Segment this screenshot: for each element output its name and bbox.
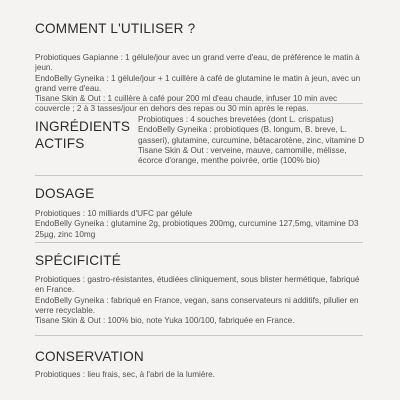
section-conservation bbox=[35, 349, 363, 380]
section-dosage bbox=[35, 186, 363, 240]
section-title-ingredients: INGRÉDIENTS ACTIFS bbox=[35, 119, 131, 151]
section-title-dosage: DOSAGE bbox=[35, 186, 95, 201]
section-body-specificity bbox=[35, 275, 363, 326]
specificity-line-probiotiques: Probiotiques : gastro-résistantes, étudiées cliniquement, sous blister hermétique, fabriqué en France. bbox=[35, 275, 360, 295]
usage-line-endobelly: EndoBelly Gyneika : 1 gélule/jour + 1 cuillère à café de glutamine le matin à jeun, avec un grand verre d'eau. bbox=[35, 73, 361, 93]
dosage-line-endobelly: EndoBelly Gyneika : glutamine 2g, probiotiques 200mg, curcumine 127,5mg, vitamine D3 25µg, zinc 10mg bbox=[35, 219, 359, 239]
product-info-page bbox=[35, 0, 363, 400]
usage-line-probiotiques: Probiotiques Gapianne : 1 gélule/jour avec un grand verre d'eau, de préférence le matin à jeun. bbox=[35, 53, 360, 73]
section-body-usage bbox=[35, 53, 363, 115]
conservation-line-probiotiques: Probiotiques : lieu frais, sec, à l'abri de la lumière. bbox=[35, 370, 215, 379]
usage-line-tisane: Tisane Skin & Out : 1 cuillère à café pour 200 ml d'eau chaude, infuser 10 min avec couvercle ; 2 à 3 tasses/jour en dehors des repas ou 30 min après le repas. bbox=[35, 94, 338, 114]
section-body-conservation bbox=[35, 370, 363, 380]
ingredients-line-probiotiques: Probiotiques : 4 souches brevetées (dont L. crispatus) bbox=[138, 115, 334, 124]
specificity-line-tisane: Tisane Skin & Out : 100% bio, note Yuka 100/100, fabriquée en France. bbox=[35, 316, 295, 326]
divider bbox=[35, 103, 363, 104]
divider bbox=[35, 242, 363, 243]
divider bbox=[35, 335, 363, 336]
section-specificity bbox=[35, 253, 363, 326]
section-usage bbox=[35, 21, 363, 115]
dosage-line-probiotiques: Probiotiques : 10 milliards d'UFC par gélule bbox=[35, 209, 193, 218]
section-body-dosage bbox=[35, 209, 363, 240]
divider bbox=[35, 175, 363, 176]
section-ingredients bbox=[35, 115, 365, 166]
section-body-ingredients bbox=[138, 115, 366, 166]
ingredients-line-endobelly: EndoBelly Gyneika : probiotiques (B. longum, B. breve, L. gasseri), glutamine, curcumine, bêtacarotène, zinc, vitamine D bbox=[138, 125, 365, 145]
section-title-conservation: CONSERVATION bbox=[35, 349, 144, 364]
specificity-line-endobelly: EndoBelly Gyneika : fabriqué en France, vegan, sans conservateurs ni additifs, pilulier en verre recyclable. bbox=[35, 295, 359, 315]
section-title-usage: COMMENT L'UTILISER ? bbox=[35, 21, 196, 36]
ingredients-line-tisane: Tisane Skin & Out : verveine, mauve, camomille, mélisse, écorce d'orange, menthe poivrée, ortie (100% bio) bbox=[138, 145, 347, 166]
section-title-specificity: SPÉCIFICITÉ bbox=[35, 253, 122, 268]
